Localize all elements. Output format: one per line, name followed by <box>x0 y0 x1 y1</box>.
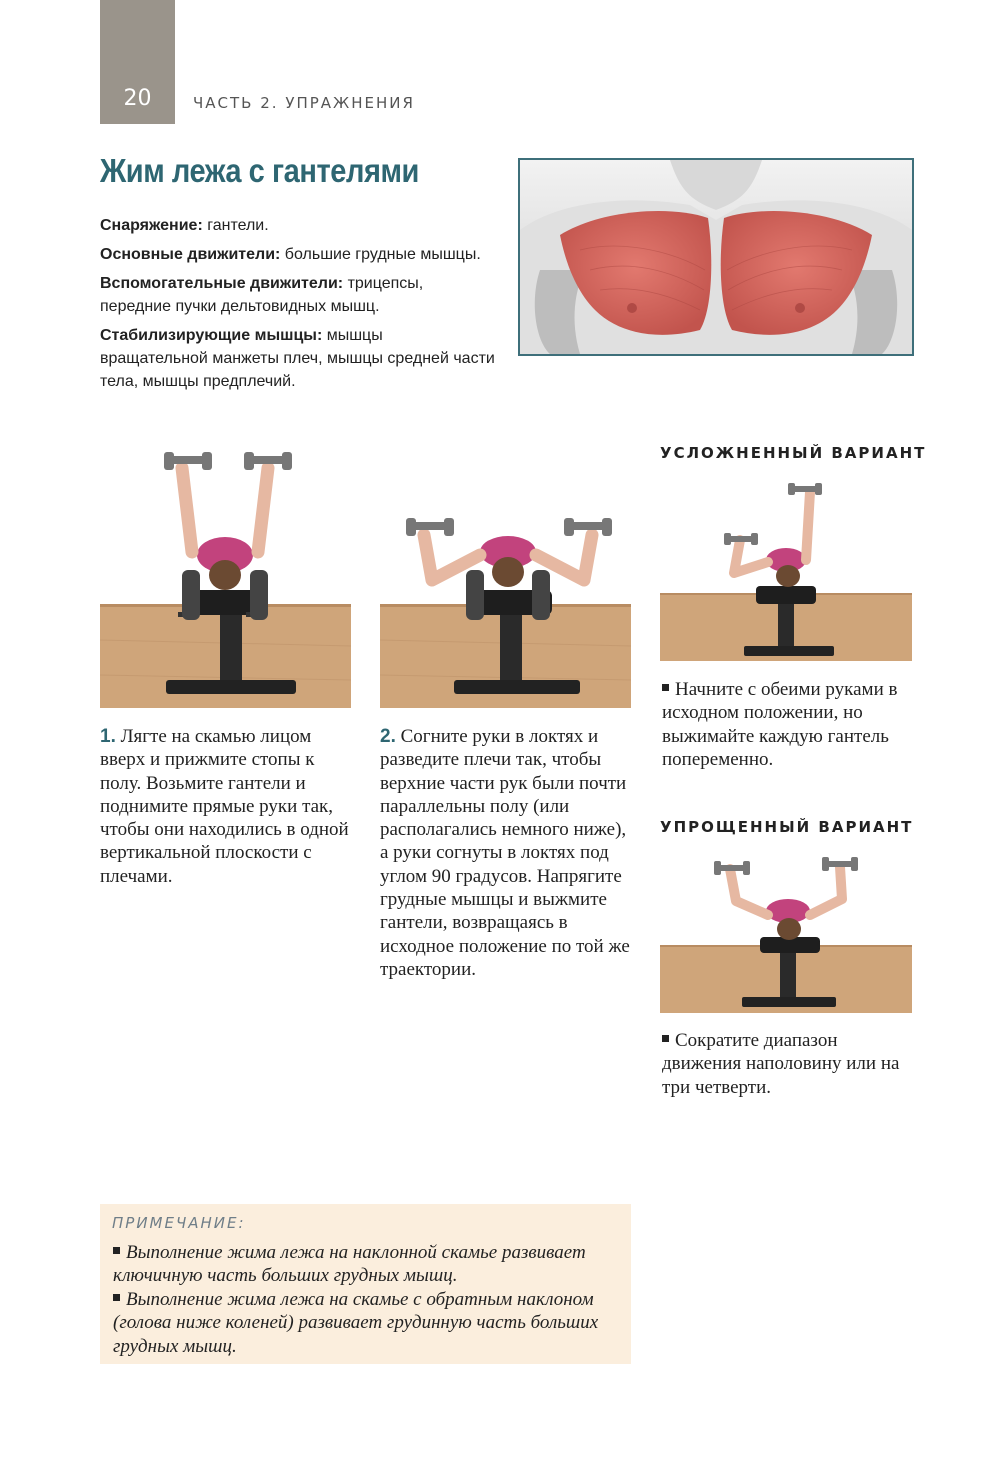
bullet-square-icon <box>662 1035 669 1042</box>
step-1-photo <box>100 440 351 708</box>
easier-variant-heading: УПРОЩЕННЫЙ ВАРИАНТ <box>660 818 914 836</box>
spec-value: гантели. <box>202 217 269 234</box>
section-title: ЧАСТЬ 2. УПРАЖНЕНИЯ <box>193 94 415 112</box>
easier-variant-photo <box>660 849 912 1013</box>
bullet-square-icon <box>113 1247 120 1254</box>
harder-variant-desc: Начните с обеими руками в исходном положении, но выжимайте каждую гантель попеременно. <box>662 679 898 770</box>
exercise-title: Жим лежа с гантелями <box>100 152 419 189</box>
page-number: 20 <box>123 86 152 111</box>
spec-prime-movers <box>100 243 500 266</box>
note-item-text: Выполнение жима лежа на скамье с обратным наклоном (голова ниже коленей) развивает грудинную часть больших грудных мышц. <box>113 1289 599 1357</box>
easier-variant-text <box>662 1029 912 1099</box>
spec-label: Стабилизирующие мышцы: <box>100 327 323 344</box>
harder-variant-text <box>662 678 917 771</box>
step-text: Лягте на скамью лицом вверх и прижмите стопы к полу. Возьмите гантели и поднимите прямые руки так, чтобы они находились в одной вертикальной плоскости с плечами. <box>100 726 349 887</box>
note-item <box>113 1241 623 1288</box>
step-number: 1. <box>100 726 116 747</box>
step-1-caption <box>100 725 350 888</box>
bullet-square-icon <box>662 684 669 691</box>
spec-label: Вспомогательные движители: <box>100 275 344 292</box>
step-2-caption <box>380 725 632 981</box>
harder-variant-heading: УСЛОЖНЕННЫЙ ВАРИАНТ <box>660 444 927 462</box>
spec-value: большие грудные мышцы. <box>280 246 481 263</box>
spec-value: трицепсы, передние пучки дельтовидных мышц. <box>100 275 424 315</box>
step-2-photo <box>380 440 631 708</box>
note-item <box>113 1288 623 1358</box>
harder-variant-photo <box>660 478 912 661</box>
chest-muscle-illustration <box>518 158 914 356</box>
spec-value: мышцы вращательной манжеты плеч, мышцы средней части тела, мышцы предплечий. <box>100 327 495 390</box>
spec-stabilizers <box>100 324 495 393</box>
spec-label: Снаряжение: <box>100 217 203 234</box>
note-item-text: Выполнение жима лежа на наклонной скамье развивает ключичную часть больших грудных мышц. <box>113 1242 586 1287</box>
spec-equipment <box>100 214 500 237</box>
step-number: 2. <box>380 726 396 747</box>
step-text: Согните руки в локтях и разведите плечи так, чтобы верхние части рук были почти параллельны полу (или располагались немного ниже), а руки согнуты в локтях под углом 90 градусов. Напрягите грудные мышцы и выжмите гантели, возвращаясь в исходное положение по той же траектории. <box>380 726 630 980</box>
easier-variant-desc: Сократите диапазон движения наполовину или на три четверти. <box>662 1030 900 1098</box>
bullet-square-icon <box>113 1294 120 1301</box>
spec-assisters <box>100 272 495 318</box>
spec-label: Основные движители: <box>100 246 281 263</box>
note-title: ПРИМЕЧАНИЕ: <box>112 1214 246 1232</box>
